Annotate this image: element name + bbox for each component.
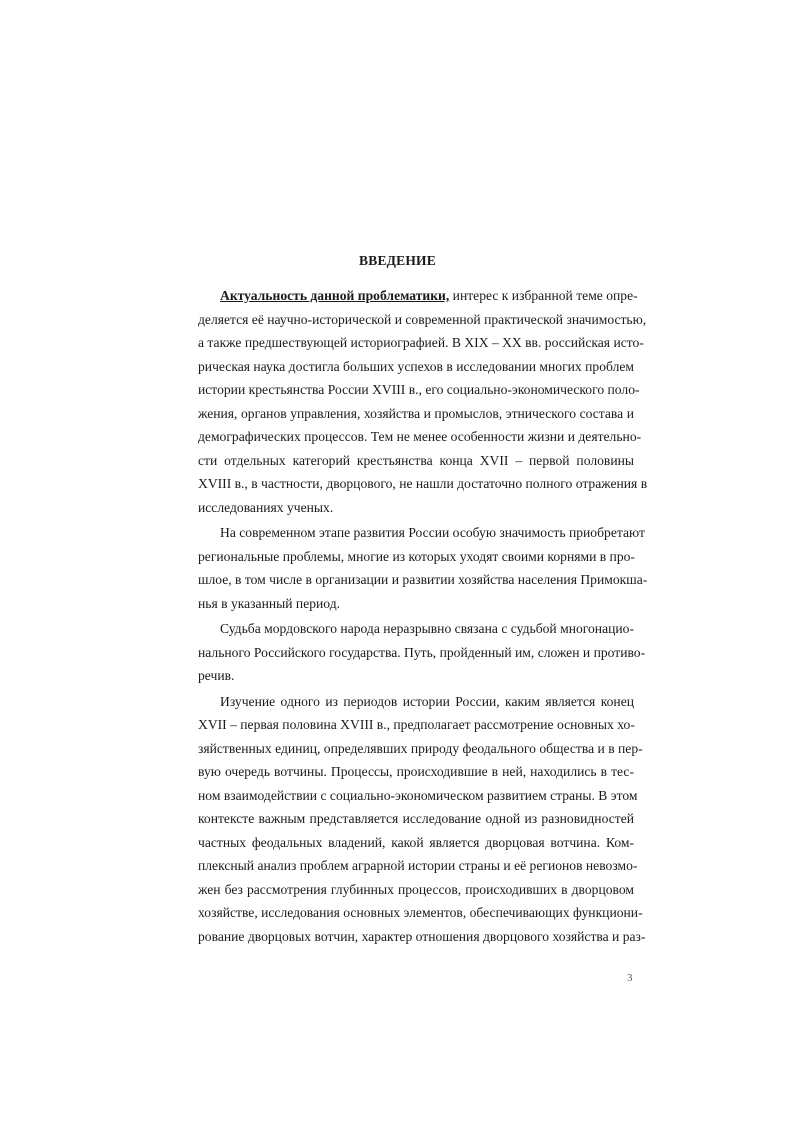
paragraph-line: шлое, в том числе в организации и развитии хозяйства населения Примокша- bbox=[198, 572, 648, 587]
paragraph-line: сти отдельных категорий крестьянства конца XVII – первой половины bbox=[198, 452, 634, 468]
body-text bbox=[198, 284, 648, 948]
paragraph-relevance bbox=[198, 284, 648, 519]
paragraph-line: XVIII в., в частности, дворцового, не нашли достаточно полного отражения в bbox=[198, 476, 648, 491]
paragraph-line: а также предшествующей историографией. В XIX – XX вв. российская исто- bbox=[198, 335, 644, 350]
paragraph-line: нального Российского государства. Путь, пройденный им, сложен и противо- bbox=[198, 644, 646, 660]
paragraph-line: зяйственных единиц, определявших природу феодального общества и в пер- bbox=[198, 740, 643, 756]
paragraph-line: жен без рассмотрения глубинных процессов, происходивших в дворцовом bbox=[198, 881, 634, 897]
paragraph-line: нья в указанный период. bbox=[198, 595, 341, 611]
paragraph-line: Судьба мордовского народа неразрывно связана с судьбой многонацио- bbox=[220, 621, 634, 636]
paragraph-line: речив. bbox=[198, 668, 235, 683]
page-title: ВВЕДЕНИЕ bbox=[359, 253, 436, 268]
paragraph-line: деляется её научно-исторической и современной практической значимостью, bbox=[198, 311, 647, 327]
paragraph-line: Актуальность данной проблематики, интерес к избранной теме опре- bbox=[220, 288, 638, 303]
paragraph-line: региональные проблемы, многие из которых уходят своими корнями в про- bbox=[198, 548, 635, 564]
paragraph-line: рическая наука достигла больших успехов в исследовании многих проблем bbox=[198, 358, 634, 374]
paragraph-line: ном взаимодействии с социально-экономическом развитием страны. В этом bbox=[198, 787, 638, 803]
paragraph-line: исследованиях ученых. bbox=[198, 499, 334, 515]
paragraph-line: Изучение одного из периодов истории России, каким является конец bbox=[220, 693, 634, 709]
paragraph-line: хозяйстве, исследования основных элементов, обеспечивающих функциони- bbox=[198, 905, 643, 920]
paragraph-line: вую очередь вотчины. Процессы, происходившие в ней, находились в тес- bbox=[198, 764, 634, 779]
paragraph-line: частных феодальных владений, какой является дворцовая вотчина. Ком- bbox=[198, 834, 634, 850]
paragraph-line: истории крестьянства России XVIII в., его социально-экономического поло- bbox=[198, 382, 640, 397]
paragraph-line: демографических процессов. Тем не менее особенности жизни и деятельно- bbox=[198, 429, 642, 444]
lead-phrase: Актуальность данной проблематики, bbox=[220, 288, 450, 303]
paragraph-line: XVII – первая половина XVIII в., предполагает рассмотрение основных хо- bbox=[198, 717, 635, 732]
paragraph-line: рование дворцовых вотчин, характер отношения дворцового хозяйства и раз- bbox=[198, 928, 646, 944]
paragraph-mordovian-people bbox=[198, 617, 646, 688]
paragraph-line: контексте важным представляется исследование одной из разновидностей bbox=[198, 811, 634, 826]
paragraph-regional bbox=[198, 521, 648, 615]
paragraph-line: На современном этапе развития России особую значимость приобретают bbox=[220, 525, 645, 540]
page-number: 3 bbox=[627, 972, 633, 984]
paragraph-line: жения, органов управления, хозяйства и промыслов, этнического состава и bbox=[198, 405, 634, 421]
paragraph-study-period bbox=[198, 690, 646, 949]
paragraph-line: плексный анализ проблем аграрной истории страны и её регионов невозмо- bbox=[198, 858, 638, 873]
